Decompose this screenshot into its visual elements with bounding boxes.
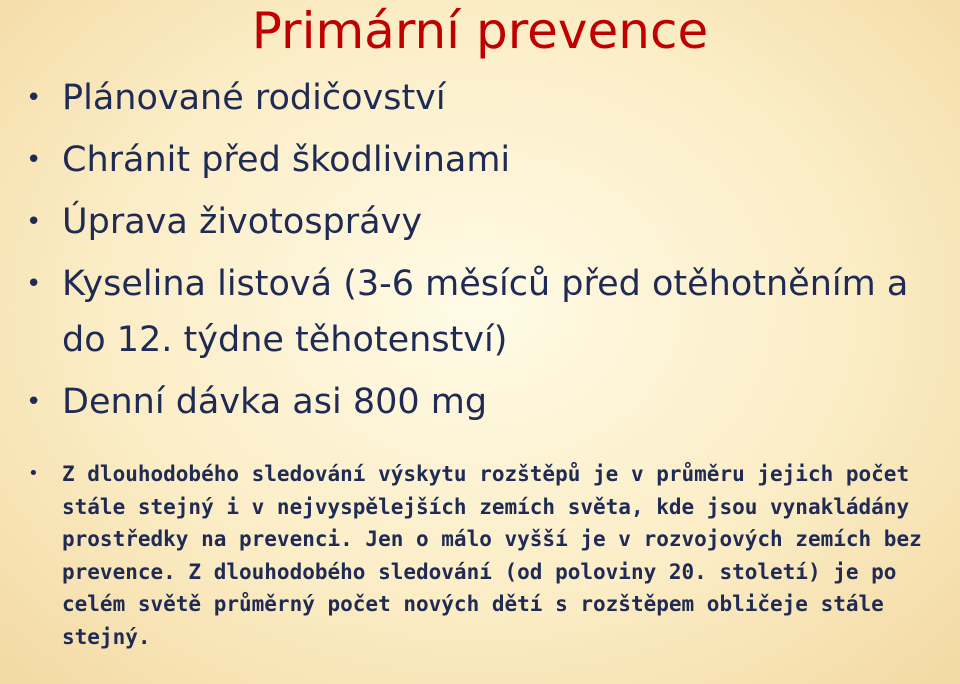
bullet-text: Úprava životosprávy bbox=[62, 202, 423, 242]
bullet-text: Chránit před škodlivinami bbox=[62, 140, 511, 180]
bullet-list bbox=[0, 70, 942, 436]
bullet-text: Plánované rodičovství bbox=[62, 78, 446, 118]
bullet-icon: • bbox=[28, 463, 39, 484]
bullet-text: Kyselina listová (3-6 měsíců před otěhotněním a do 12. týdne těhotenství) bbox=[62, 264, 909, 360]
bullet-item bbox=[0, 374, 942, 430]
bullet-item bbox=[0, 194, 942, 250]
bullet-icon: • bbox=[26, 207, 42, 237]
bullet-icon: • bbox=[26, 387, 42, 417]
bullet-item bbox=[0, 256, 942, 368]
slide-title: Primární prevence bbox=[251, 2, 709, 60]
bullet-icon: • bbox=[26, 145, 42, 175]
bullet-item bbox=[0, 70, 942, 126]
bullet-text: Denní dávka asi 800 mg bbox=[62, 382, 488, 422]
bullet-item bbox=[0, 132, 942, 188]
note-paragraph bbox=[0, 458, 942, 653]
bullet-icon: • bbox=[26, 83, 42, 113]
note-text: Z dlouhodobého sledování výskytu rozštěpů je v průměru jejich počet stále stejný i v nejvyspělejších zemích světa, kde jsou vynakládány prostředky na prevenci. Jen o málo vyšší je v rozvojových zemích bez prevence. Z dlouhodobého sledování (od poloviny 20. století) je po celém světě průměrný počet nových dětí s rozštěpem obličeje stále stejný. bbox=[62, 462, 922, 649]
bullet-icon: • bbox=[26, 269, 42, 299]
